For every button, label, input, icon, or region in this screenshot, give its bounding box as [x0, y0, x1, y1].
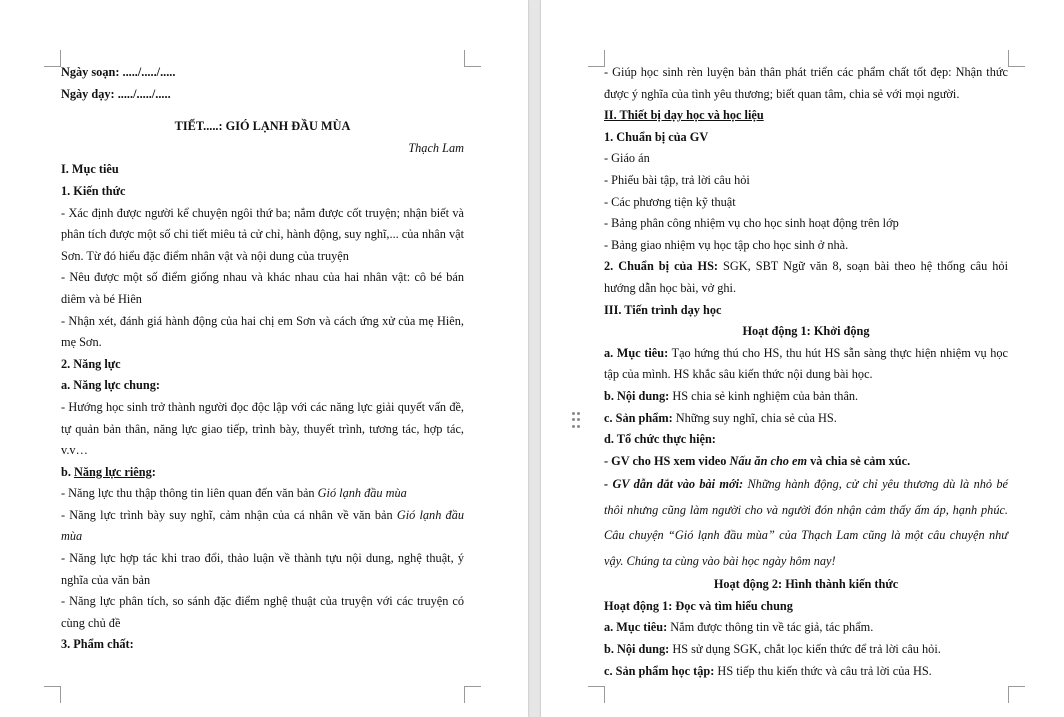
heading-teacher-prep: 1. Chuẩn bị của GV: [604, 129, 709, 144]
activity-content: b. Nội dung: HS chia sẻ kinh nghiệm của bản thân.: [604, 388, 859, 403]
date-taught: Ngày dạy: ...../...../.....: [61, 86, 171, 101]
heading-knowledge: 1. Kiến thức: [61, 183, 126, 198]
teacher-prep-item: - Phiếu bài tập, trả lời câu hỏi: [604, 172, 750, 187]
page-body[interactable]: [61, 62, 464, 656]
activity-subheading: Hoạt động 1: Đọc và tìm hiểu chung: [604, 598, 793, 613]
video-instruction: - GV cho HS xem video Nấu ăn cho em và chia sẻ cảm xúc.: [604, 453, 911, 468]
crop-mark: [44, 686, 61, 703]
teacher-prep-item: - Các phương tiện kỹ thuật: [604, 194, 736, 209]
heading-quality: 3. Phẩm chất:: [61, 637, 134, 652]
crop-mark: [588, 686, 605, 703]
teacher-prep-item: - Giáo án: [604, 151, 650, 166]
teacher-prep-item: - Bảng giao nhiệm vụ học tập cho học sinh ở nhà.: [604, 237, 849, 252]
activity-objective: a. Mục tiêu: Nắm được thông tin về tác giả, tác phẩm.: [604, 620, 874, 635]
heading-specific-competence: b. Năng lực riêng:: [61, 464, 156, 479]
activity-product: c. Sản phẩm: Những suy nghĩ, chia sẻ của HS.: [604, 410, 837, 425]
specific-competence-item: - Năng lực hợp tác khi trao đổi, thảo luận về thành tựu nội dung, nghệ thuật, ý nghĩa của văn bản: [61, 551, 464, 587]
crop-mark: [44, 50, 61, 67]
heading-objectives: I. Mục tiêu: [61, 162, 119, 177]
specific-competence-item: - Năng lực thu thập thông tin liên quan đến văn bản Gió lạnh đầu mùa: [61, 486, 407, 501]
activity-product: c. Sản phẩm học tập: HS tiếp thu kiến thức và câu trả lời của HS.: [604, 663, 932, 678]
crop-mark: [588, 50, 605, 67]
heading-general-competence: a. Năng lực chung:: [61, 378, 160, 393]
crop-mark: [1008, 50, 1025, 67]
knowledge-item: - Nhận xét, đánh giá hành động của hai chị em Sơn và cách ứng xử của mẹ Hiên, mẹ Sơn.: [61, 313, 464, 350]
date-prepared: Ngày soạn: ...../...../.....: [61, 65, 176, 79]
author-name: Thạch Lam: [408, 140, 464, 155]
lesson-title: TIẾT.....: GIÓ LẠNH ĐẦU MÙA: [174, 119, 351, 134]
activity-content: b. Nội dung: HS sử dụng SGK, chắt lọc kiến thức để trả lời câu hỏi.: [604, 642, 941, 657]
activity-heading: Hoạt động 1: Khởi động: [742, 324, 870, 339]
quality-item: - Giúp học sinh rèn luyện bản thân phát triển các phẩm chất tốt đẹp: Nhận thức được ý nghĩa của tình yêu thương; biết quan tâm, chia sẻ với mọi người.: [604, 65, 1008, 101]
general-competence-item: - Hướng học sinh trở thành người đọc độc lập với các năng lực giải quyết vấn đề, tự quản bản thân, năng lực giao tiếp, trình bày, thuyết trình, tương tác, hợp tác, v.v…: [61, 399, 464, 458]
activity-organization: d. Tổ chức thực hiện:: [604, 432, 716, 447]
specific-competence-item: - Năng lực phân tích, so sánh đặc điểm nghệ thuật của truyện với các truyện có cùng chủ đề: [61, 594, 464, 630]
teacher-prep-item: - Bảng phân công nhiệm vụ cho học sinh hoạt động trên lớp: [604, 216, 899, 231]
specific-competence-item: - Năng lực trình bày suy nghĩ, cảm nhận của cá nhân về văn bản Gió lạnh đầu mùa: [61, 507, 465, 544]
lead-in-text: - GV dẫn dắt vào bài mới: Những hành động, cử chỉ yêu thương dù là nhỏ bé thôi nhưng cũng làm người cho và người đón nhận cảm thấy ấm áp, hạnh phúc. Câu chuyện “Gió lạnh đầu mùa” của Thạch Lam cũng là một câu chuyện như vậy. Chúng ta cùng vào bài học ngày hôm nay!: [604, 477, 1008, 568]
document-page-left[interactable]: [0, 0, 528, 717]
activity-heading: Hoạt động 2: Hình thành kiến thức: [713, 577, 899, 592]
specific-competence-label: Năng lực riêng: [74, 464, 152, 479]
drag-handle-icon[interactable]: [572, 412, 580, 428]
crop-mark: [1008, 686, 1025, 703]
heading-process: III. Tiến trình dạy học: [604, 302, 722, 317]
heading-equipment: II. Thiết bị dạy học và học liệu: [604, 108, 764, 123]
heading-competence: 2. Năng lực: [61, 356, 121, 371]
document-page-right[interactable]: [541, 0, 1064, 717]
page-body[interactable]: [604, 62, 1008, 682]
crop-mark: [464, 50, 481, 67]
knowledge-item: - Xác định được người kể chuyện ngôi thứ ba; nắm được cốt truyện; nhận biết và phân tích được một số chi tiết miêu tả cử chỉ, hành động, suy nghĩ,... của nhân vật Sơn. Từ đó hiểu đặc điểm nhân vật và nội dung của truyện: [61, 205, 464, 263]
crop-mark: [464, 686, 481, 703]
activity-objective: a. Mục tiêu: Tạo hứng thú cho HS, thu hút HS sẵn sàng thực hiện nhiệm vụ học tập của mình. HS khắc sâu kiến thức nội dung bài học.: [604, 345, 1008, 382]
knowledge-item: - Nêu được một số điểm giống nhau và khác nhau của hai nhân vật: cô bé bán diêm và bé Hiên: [61, 270, 464, 306]
student-prep: 2. Chuẩn bị của HS: SGK, SBT Ngữ văn 8, soạn bài theo hệ thống câu hỏi hướng dẫn học bài, vở ghi.: [604, 259, 1008, 295]
